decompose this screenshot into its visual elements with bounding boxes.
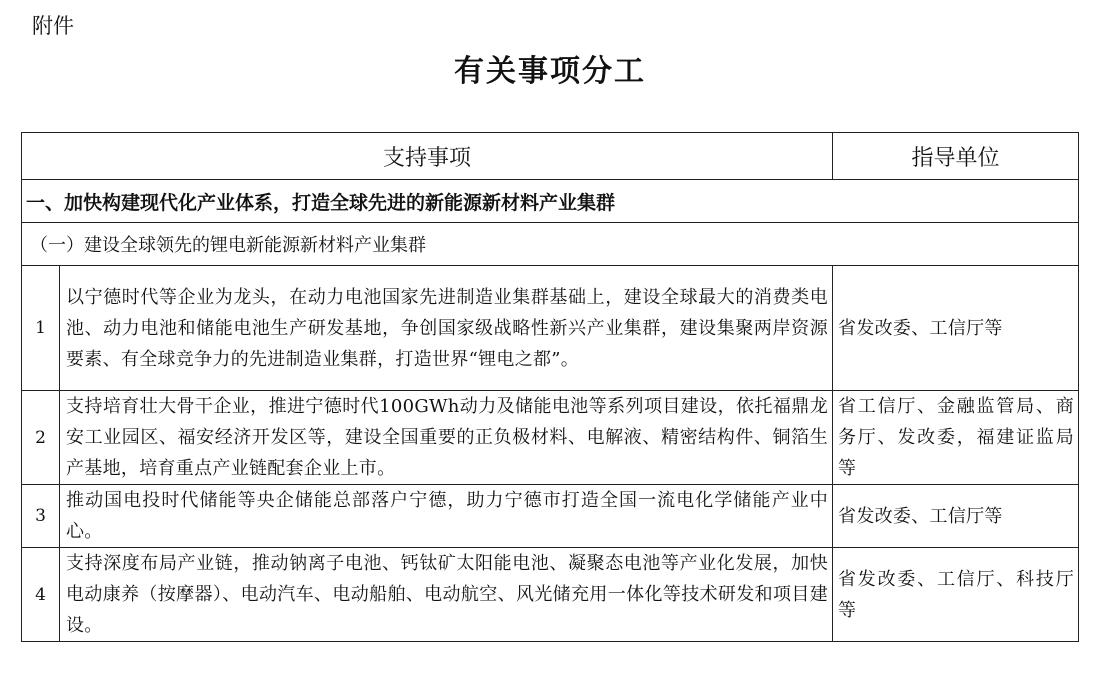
row-support-item: 支持培育壮大骨干企业，推进宁德时代100GWh动力及储能电池等系列项目建设，依托福鼎龙安工业园区、福安经济开发区等，建设全国重要的正负极材料、电解液、精密结构件、铜箔生产基地，培育重点产业链配套企业上市。 xyxy=(60,391,833,485)
row-number: 4 xyxy=(22,548,60,642)
task-division-table xyxy=(21,132,1079,642)
attachment-label: 附件 xyxy=(32,14,74,38)
header-guiding-unit: 指导单位 xyxy=(833,133,1079,180)
table-row xyxy=(22,266,1079,391)
subsection-row xyxy=(22,223,1079,266)
row-support-item: 支持深度布局产业链，推动钠离子电池、钙钛矿太阳能电池、凝聚态电池等产业化发展，加快电动康养（按摩器）、电动汽车、电动船舶、电动航空、风光储充用一体化等技术研发和项目建设。 xyxy=(60,548,833,642)
header-support-items: 支持事项 xyxy=(22,133,833,180)
subsection-heading: （一）建设全球领先的锂电新能源新材料产业集群 xyxy=(22,223,1079,266)
table-header-row xyxy=(22,133,1079,180)
row-support-item: 以宁德时代等企业为龙头，在动力电池国家先进制造业集群基础上，建设全球最大的消费类电池、动力电池和储能电池生产研发基地，争创国家级战略性新兴产业集群，建设集聚两岸资源要素、有全球竞争力的先进制造业集群，打造世界“锂电之都”。 xyxy=(60,266,833,391)
row-number: 2 xyxy=(22,391,60,485)
table-row xyxy=(22,391,1079,485)
table-row xyxy=(22,485,1079,548)
row-guiding-unit: 省发改委、工信厅、科技厅等 xyxy=(833,548,1079,642)
row-number: 1 xyxy=(22,266,60,391)
row-guiding-unit: 省工信厅、金融监管局、商务厅、发改委，福建证监局等 xyxy=(833,391,1079,485)
row-guiding-unit: 省发改委、工信厅等 xyxy=(833,485,1079,548)
table-row xyxy=(22,548,1079,642)
document-title: 有关事项分工 xyxy=(454,54,646,89)
row-support-item: 推动国电投时代储能等央企储能总部落户宁德，助力宁德市打造全国一流电化学储能产业中心。 xyxy=(60,485,833,548)
section-row xyxy=(22,180,1079,223)
row-guiding-unit: 省发改委、工信厅等 xyxy=(833,266,1079,391)
row-number: 3 xyxy=(22,485,60,548)
section-heading: 一、加快构建现代化产业体系，打造全球先进的新能源新材料产业集群 xyxy=(22,180,1079,223)
